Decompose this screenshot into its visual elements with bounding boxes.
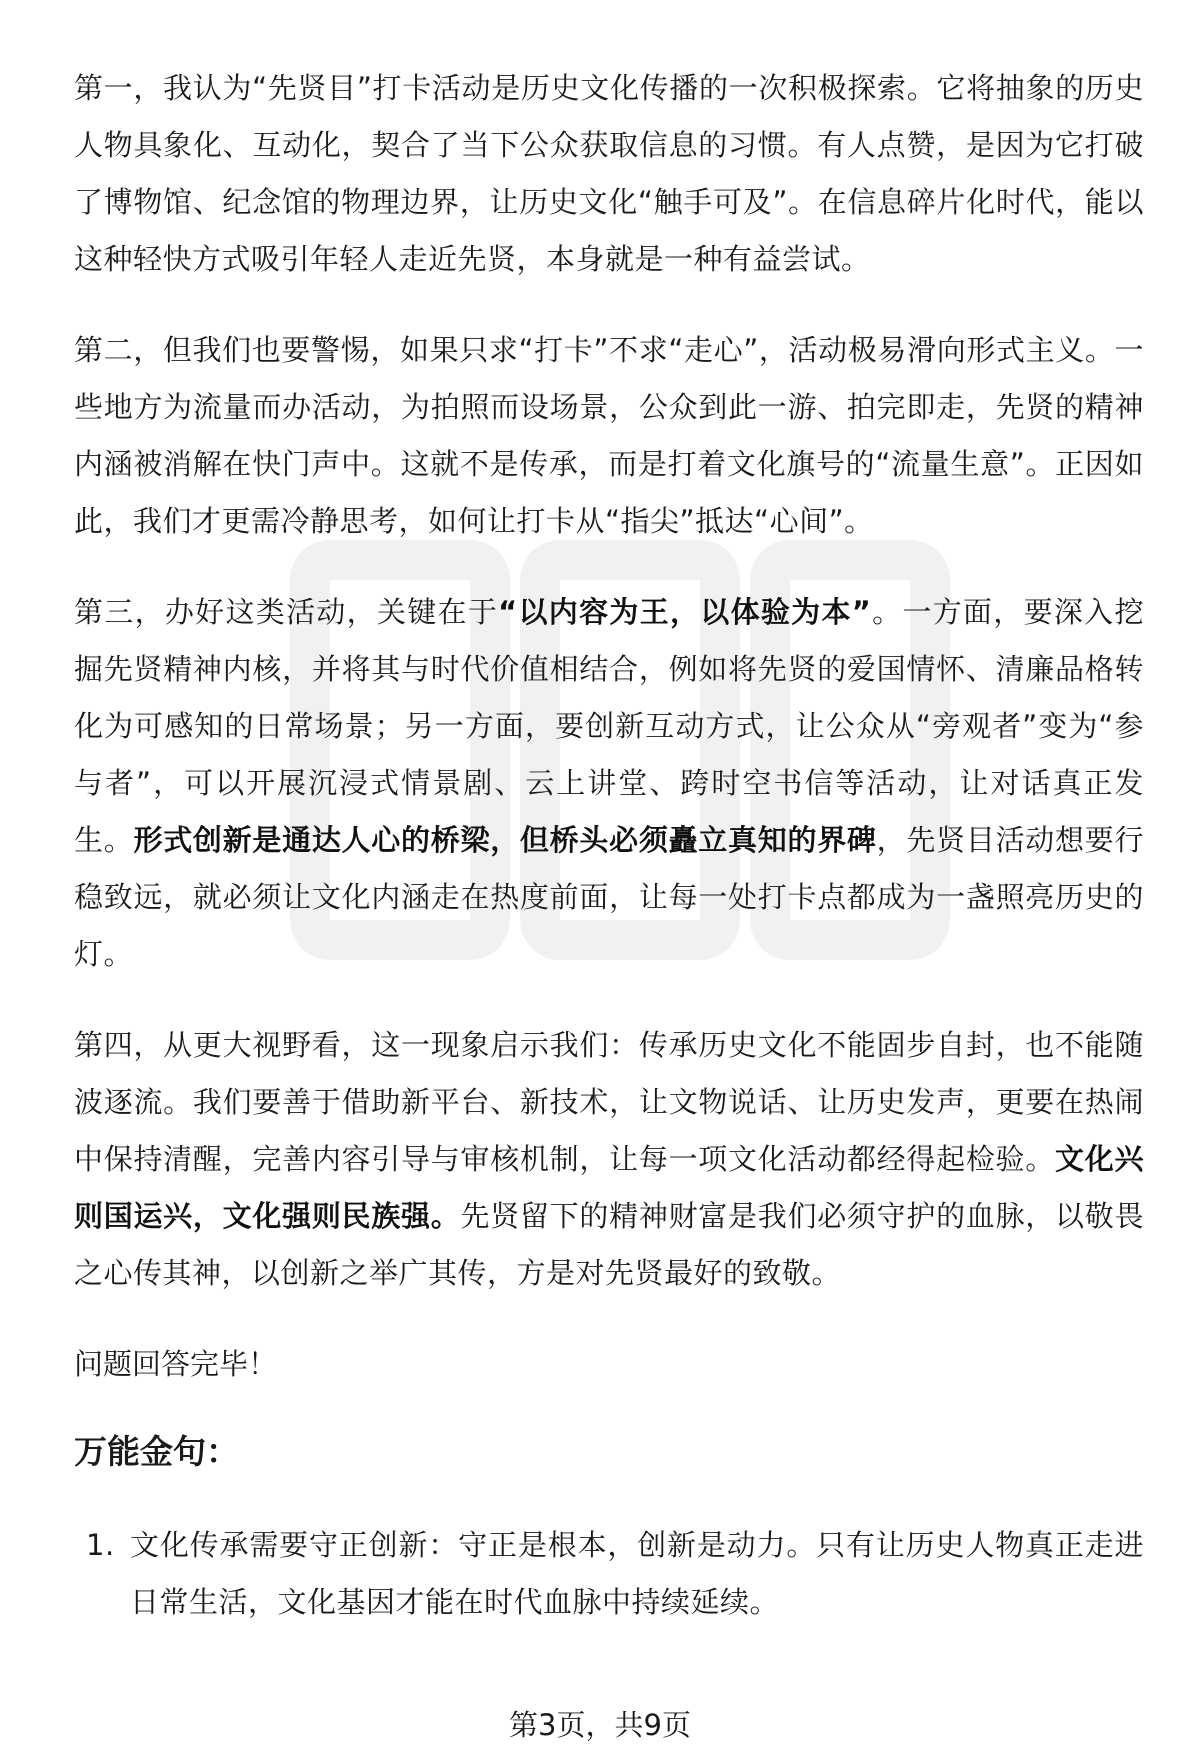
paragraph-list — [74, 60, 1144, 1302]
text-run: 。一方面，要深入挖掘先贤精神内核，并将其与时代价值相结合，例如将先贤的爱国情怀、清廉品格转化为可感知的日常场景；另一方面，要创新互动方式，让公众从“旁观者”变为“参与者”，可以开展沉浸式情景剧、云上讲堂、跨时空书信等活动，让对话真正发生。 — [74, 595, 1144, 857]
bold-text: 文化兴则国运兴，文化强则民族强。 — [74, 1142, 1144, 1233]
text-run: 第一，我认为“先贤目”打卡活动是历史文化传播的一次积极探索。它将抽象的历史人物具象化、互动化，契合了当下公众获取信息的习惯。有人点赞，是因为它打破了博物馆、纪念馆的物理边界，让历史文化“触手可及”。在信息碎片化时代，能以这种轻快方式吸引年轻人走近先贤，本身就是一种有益尝试。 — [74, 71, 1144, 276]
text-run: 第四，从更大视野看，这一现象启示我们：传承历史文化不能固步自封，也不能随波逐流。我们要善于借助新平台、新技术，让文物说话、让历史发声，更要在热闹中保持清醒，完善内容引导与审核机制，让每一项文化活动都经得起检验。 — [74, 1028, 1144, 1176]
quote-number: 1. — [86, 1528, 115, 1562]
text-run: 先贤留下的精神财富是我们必须守护的血脉，以敬畏之心传其神，以创新之举广其传，方是对先贤最好的致敬。 — [74, 1199, 1144, 1290]
paragraph-3 — [74, 584, 1144, 983]
bold-text: 形式创新是通达人心的桥梁，但桥头必须矗立真知的界碑 — [133, 823, 877, 857]
text-run: ，先贤目活动想要行稳致远，就必须让文化内涵走在热度前面，让每一处打卡点都成为一盏照亮历史的灯。 — [74, 823, 1144, 971]
closing-line: 问题回答完毕！ — [74, 1347, 278, 1381]
bold-text: “以内容为王，以体验为本” — [498, 595, 872, 629]
text-run: 第二，但我们也要警惕，如果只求“打卡”不求“走心”，活动极易滑向形式主义。一些地方为流量而办活动，为拍照而设场景，公众到此一游、拍完即走，先贤的精神内涵被消解在快门声中。这就不是传承，而是打着文化旗号的“流量生意”。正因如此，我们才更需冷静思考，如何让打卡从“指尖”抵达“心间”。 — [74, 333, 1144, 538]
paragraph-1 — [74, 60, 1144, 288]
paragraph-4 — [74, 1017, 1144, 1302]
document-body — [74, 60, 1144, 1631]
paragraph-2 — [74, 322, 1144, 550]
quote-list — [74, 1517, 1144, 1631]
quote-item — [74, 1517, 1144, 1631]
quote-text: 文化传承需要守正创新：守正是根本，创新是动力。只有让历史人物真正走进日常生活，文化基因才能在时代血脉中持续延续。 — [130, 1528, 1144, 1619]
section-heading: 万能金句： — [74, 1432, 239, 1471]
text-run: 第三，办好这类活动，关键在于 — [74, 595, 499, 629]
page-footer: 第3页，共9页 — [509, 1708, 691, 1742]
